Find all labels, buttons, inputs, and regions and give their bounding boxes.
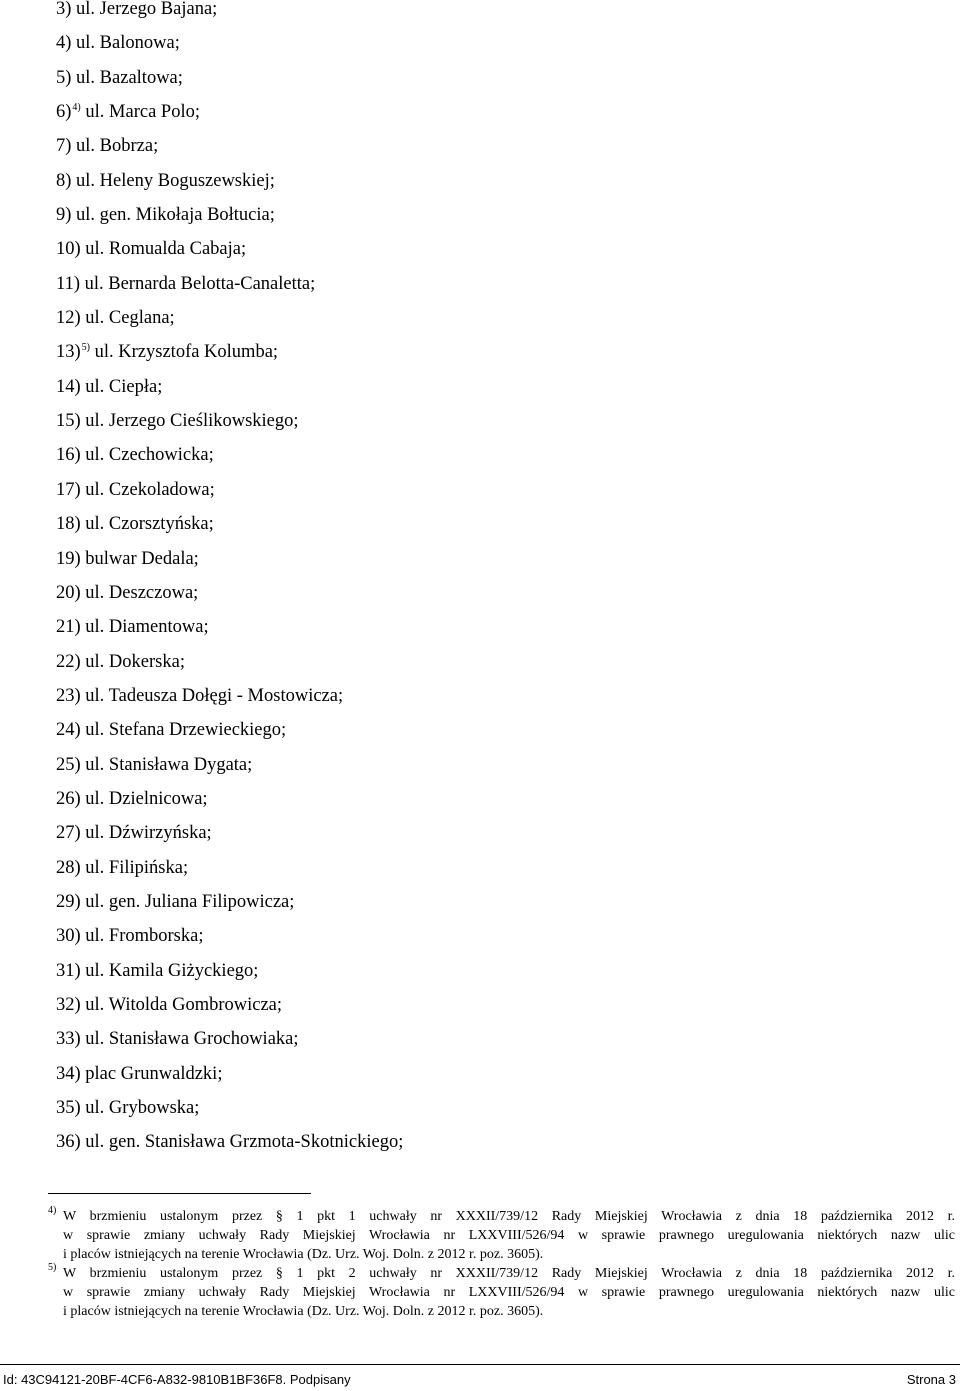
list-item <box>56 164 403 198</box>
list-item <box>56 782 403 816</box>
item-number: 34) <box>56 1063 81 1084</box>
list-item-number <box>56 480 81 500</box>
list-item <box>56 335 403 369</box>
street-name: ul. Ciepła; <box>85 376 163 397</box>
list-item <box>56 473 403 507</box>
list-item <box>56 507 403 541</box>
street-name: ul. Czechowicka; <box>85 445 214 466</box>
document-id: Id: 43C94121-20BF-4CF6-A832-9810B1BF36F8. Podpisany <box>3 1372 351 1387</box>
list-item <box>56 816 403 850</box>
list-item-number <box>56 514 81 534</box>
list-item-number <box>56 136 71 156</box>
item-number: 27) <box>56 823 81 844</box>
item-number: 12) <box>56 308 81 329</box>
list-item <box>56 61 403 95</box>
footnote-line: i placów istniejących na terenie Wrocławia (Dz. Urz. Woj. Doln. z 2012 r. poz. 3605). <box>63 1304 544 1319</box>
list-item-number <box>56 1132 81 1152</box>
street-name: ul. Balonowa; <box>76 33 180 54</box>
street-name: ul. Stefana Drzewieckiego; <box>85 720 287 741</box>
footnote-marker <box>48 1264 56 1283</box>
footnote-line: W brzmieniu ustalonym przez § 1 pkt 2 uchwały nr XXXII/739/12 Rady Miejskiej Wrocławia z dnia 18 października 2012 r. <box>63 1266 955 1281</box>
street-name: ul. Heleny Boguszewskiej; <box>76 170 275 191</box>
list-item-number <box>56 652 81 672</box>
list-item-number <box>56 33 71 53</box>
list-item-number <box>56 308 81 328</box>
item-number: 25) <box>56 754 81 775</box>
footnote-separator <box>48 1193 311 1194</box>
list-item-number <box>56 171 71 191</box>
list-item-number <box>56 377 81 397</box>
list-item <box>56 1022 403 1056</box>
street-name: ul. Bazaltowa; <box>76 67 183 88</box>
street-name: ul. Kamila Giżyckiego; <box>85 960 259 981</box>
list-item-number <box>56 720 81 740</box>
item-number: 10) <box>56 239 81 260</box>
footnote <box>48 1264 955 1321</box>
street-name: ul. gen. Stanisława Grzmota-Skotnickiego; <box>85 1132 404 1153</box>
list-item <box>56 404 403 438</box>
item-number: 32) <box>56 994 81 1015</box>
street-name: ul. gen. Juliana Filipowicza; <box>85 891 295 912</box>
item-number: 7) <box>56 136 72 157</box>
item-number: 23) <box>56 685 81 706</box>
street-name: ul. Filipińska; <box>85 857 189 878</box>
list-item <box>56 851 403 885</box>
item-number: 33) <box>56 1029 81 1050</box>
item-number: 17) <box>56 479 81 500</box>
street-name: ul. Czekoladowa; <box>85 479 215 500</box>
item-number: 19) <box>56 548 81 569</box>
list-item <box>56 1091 403 1125</box>
item-number: 13) <box>56 342 81 363</box>
footnote-reference: 4) <box>72 102 81 114</box>
list-item-number <box>56 549 81 569</box>
footnote <box>48 1207 955 1264</box>
list-item <box>56 95 403 129</box>
item-number: 28) <box>56 857 81 878</box>
list-item-number <box>56 239 81 259</box>
item-number: 35) <box>56 1098 81 1118</box>
item-number: 16) <box>56 445 81 466</box>
list-item <box>56 679 403 713</box>
street-name-list <box>56 0 403 1160</box>
item-number: 31) <box>56 960 81 981</box>
list-item <box>56 954 403 988</box>
footnote-marker-text: 4) <box>48 1205 57 1216</box>
item-number: 4) <box>56 33 72 54</box>
list-item-number <box>56 686 81 706</box>
footer-separator <box>0 1364 960 1365</box>
street-name: ul. Tadeusza Dołęgi - Mostowicza; <box>85 685 344 706</box>
list-item-number <box>56 823 81 843</box>
item-number: 30) <box>56 926 81 947</box>
list-item <box>56 885 403 919</box>
street-name: ul. Jerzego Cieślikowskiego; <box>85 411 299 432</box>
item-number: 36) <box>56 1132 81 1153</box>
list-item-number <box>56 858 81 878</box>
footnote-line: w sprawie zmiany uchwały Rady Miejskiej Wrocławia nr LXXVIII/526/94 w sprawie prawnego uregulowania niektórych nazw ulic <box>63 1285 955 1300</box>
street-name: ul. Krzysztofa Kolumba; <box>94 342 279 363</box>
street-name: ul. Witolda Gombrowicza; <box>85 994 283 1015</box>
item-number: 29) <box>56 891 81 912</box>
item-number: 11) <box>56 273 80 294</box>
item-number: 26) <box>56 788 81 809</box>
list-item <box>56 0 403 26</box>
footnote-marker-text: 5) <box>48 1262 57 1273</box>
list-item-number <box>56 617 81 637</box>
list-item-number <box>56 1029 81 1049</box>
item-number: 15) <box>56 411 81 432</box>
footnote-reference: 5) <box>81 342 91 354</box>
footnote-line: W brzmieniu ustalonym przez § 1 pkt 1 uchwały nr XXXII/739/12 Rady Miejskiej Wrocławia z dnia 18 października 2012 r. <box>63 1209 955 1224</box>
list-item <box>56 301 403 335</box>
street-name: ul. Ceglana; <box>85 308 175 329</box>
list-item-number <box>56 274 80 294</box>
street-name: ul. Fromborska; <box>85 926 204 947</box>
list-item <box>56 645 403 679</box>
street-name: ul. Bernarda Belotta-Canaletta; <box>84 273 316 294</box>
list-item <box>56 232 403 266</box>
item-number: 21) <box>56 617 81 638</box>
footnote-line: w sprawie zmiany uchwały Rady Miejskiej Wrocławia nr LXXVIII/526/94 w sprawie prawnego uregulowania niektórych nazw ulic <box>63 1228 955 1243</box>
item-number: 14) <box>56 376 81 397</box>
list-item-number <box>56 995 81 1015</box>
list-item-number <box>56 583 81 603</box>
list-item-number <box>56 789 81 809</box>
street-name: ul. Diamentowa; <box>85 617 209 638</box>
list-item <box>56 748 403 782</box>
list-item <box>56 438 403 472</box>
item-number: 18) <box>56 514 81 535</box>
street-name: ul. Stanisława Dygata; <box>85 754 253 775</box>
street-name: ul. Dźwirzyńska; <box>85 823 212 844</box>
street-name: ul. Czorsztyńska; <box>85 514 214 535</box>
list-item-number <box>56 411 81 431</box>
list-item <box>56 919 403 953</box>
street-name: ul. Bobrza; <box>76 136 159 157</box>
list-item-number <box>56 205 71 225</box>
list-item <box>56 1057 403 1091</box>
list-item <box>56 610 403 644</box>
street-name: ul. gen. Mikołaja Bołtucia; <box>76 205 275 226</box>
footnote-marker <box>48 1207 56 1226</box>
street-name: plac Grunwaldzki; <box>85 1063 223 1084</box>
street-name: ul. Jerzego Bajana; <box>76 0 218 19</box>
list-item <box>56 26 403 60</box>
street-name: ul. Dokerska; <box>85 651 185 672</box>
item-number: 20) <box>56 582 81 603</box>
item-number: 24) <box>56 720 81 741</box>
street-name: ul. Deszczowa; <box>85 582 199 603</box>
page-number: Strona 3 <box>906 1372 956 1387</box>
street-name: ul. Stanisława Grochowiaka; <box>85 1029 299 1050</box>
street-name: ul. Grybowska; <box>85 1098 200 1118</box>
item-number: 5) <box>56 67 72 88</box>
list-item-number <box>56 1064 81 1084</box>
list-item <box>56 129 403 163</box>
item-number: 22) <box>56 651 81 672</box>
street-name: bulwar Dedala; <box>85 548 199 569</box>
list-item <box>56 988 403 1022</box>
list-item <box>56 267 403 301</box>
list-item <box>56 576 403 610</box>
street-name: ul. Romualda Cabaja; <box>85 239 247 260</box>
list-item-number <box>56 445 81 465</box>
footnotes-section <box>48 1207 955 1321</box>
list-item <box>56 370 403 404</box>
list-item-number <box>56 1098 81 1118</box>
list-item <box>56 1125 403 1159</box>
list-item-number <box>56 755 81 775</box>
list-item <box>56 713 403 747</box>
list-item <box>56 542 403 576</box>
list-item <box>56 198 403 232</box>
street-name: ul. Dzielnicowa; <box>85 788 208 809</box>
list-item-number <box>56 68 71 88</box>
street-name: ul. Marca Polo; <box>85 102 200 123</box>
list-item-number <box>56 926 81 946</box>
list-item-number <box>56 342 90 362</box>
list-item-number <box>56 102 81 122</box>
page-footer <box>3 1371 956 1389</box>
item-number: 8) <box>56 170 72 191</box>
footnote-line: i placów istniejących na terenie Wrocławia (Dz. Urz. Woj. Doln. z 2012 r. poz. 3605). <box>63 1247 544 1262</box>
item-number: 9) <box>56 205 72 226</box>
item-number: 6) <box>56 102 72 123</box>
list-item-number <box>56 892 81 912</box>
list-item-number <box>56 961 81 981</box>
list-item-number <box>56 0 71 19</box>
item-number: 3) <box>56 0 72 19</box>
